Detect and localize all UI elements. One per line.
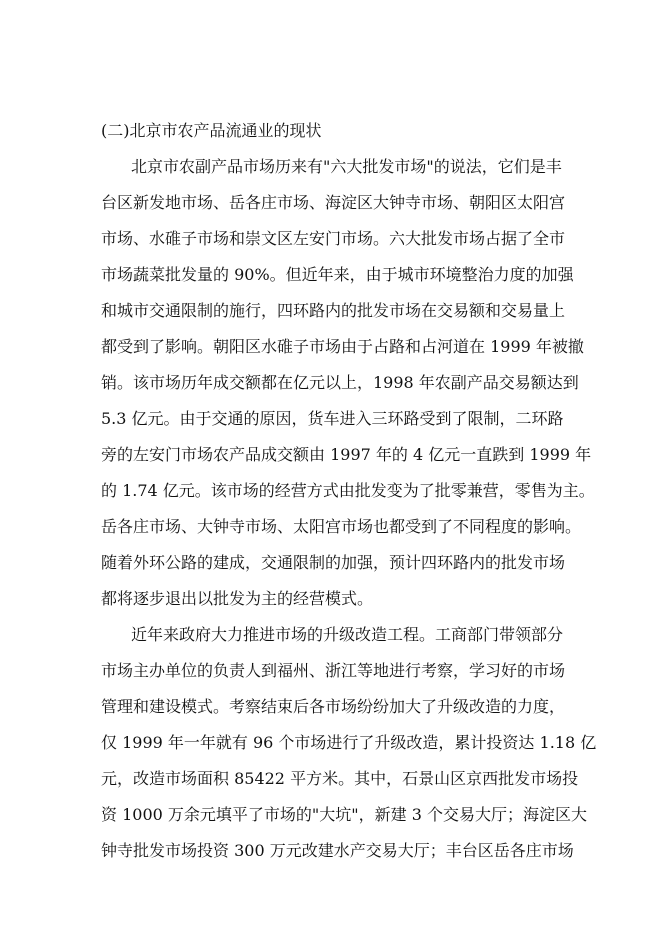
paragraph-1-line-9: 旁的左安门市场农产品成交额由 1997 年的 4 亿元一直跌到 1999 年 [101, 445, 592, 464]
paragraph-1-line-12: 随着外环公路的建成，交通限制的加强，预计四环路内的批发市场 [101, 553, 566, 572]
paragraph-1-line-11: 岳各庄市场、大钟寺市场、太阳宫市场也都受到了不同程度的影响。 [101, 517, 582, 536]
paragraph-1-line-6: 都受到了影响。朝阳区水碓子市场由于占路和占河道在 1999 年被撤 [101, 337, 584, 356]
paragraph-1-line-3: 市场、水碓子市场和崇文区左安门市场。六大批发市场占据了全市 [101, 229, 566, 248]
paragraph-1-line-10: 的 1.74 亿元。该市场的经营方式由批发变为了批零兼营，零售为主。 [101, 481, 595, 500]
paragraph-2-line-6: 资 1000 万余元填平了市场的"大坑"，新建 3 个交易大厅；海淀区大 [101, 805, 587, 824]
paragraph-1-line-7: 销。该市场历年成交额都在亿元以上，1998 年农副产品交易额达到 [101, 373, 579, 392]
paragraph-2-line-5: 元，改造市场面积 85422 平方米。其中，石景山区京西批发市场投 [101, 769, 579, 788]
section-heading: (二)北京市农产品流通业的现状 [101, 121, 322, 140]
paragraph-2-line-3: 管理和建设模式。考察结束后各市场纷纷加大了升级改造的力度， [101, 697, 566, 716]
paragraph-2-line-7: 钟寺批发市场投资 300 万元改建水产交易大厅；丰台区岳各庄市场 [101, 841, 574, 860]
paragraph-1-line-4: 市场蔬菜批发量的 90%。但近年来，由于城市环境整治力度的加强 [101, 265, 574, 284]
paragraph-1-line-13: 都将逐步退出以批发为主的经营模式。 [101, 589, 374, 608]
paragraph-2-line-1: 近年来政府大力推进市场的升级改造工程。工商部门带领部分 [131, 625, 564, 644]
paragraph-2-line-2: 市场主办单位的负责人到福州、浙江等地进行考察，学习好的市场 [101, 661, 566, 680]
paragraph-2-line-4: 仅 1999 年一年就有 96 个市场进行了升级改造，累计投资达 1.18 亿 [101, 733, 597, 752]
paragraph-1-line-5: 和城市交通限制的施行，四环路内的批发市场在交易额和交易量上 [101, 301, 566, 320]
paragraph-1-line-2: 台区新发地市场、岳各庄市场、海淀区大钟寺市场、朝阳区太阳宫 [101, 193, 566, 212]
paragraph-1-line-1: 北京市农副产品市场历来有"六大批发市场"的说法，它们是丰 [131, 157, 562, 176]
paragraph-1-line-8: 5.3 亿元。由于交通的原因，货车进入三环路受到了限制，二环路 [101, 409, 564, 428]
